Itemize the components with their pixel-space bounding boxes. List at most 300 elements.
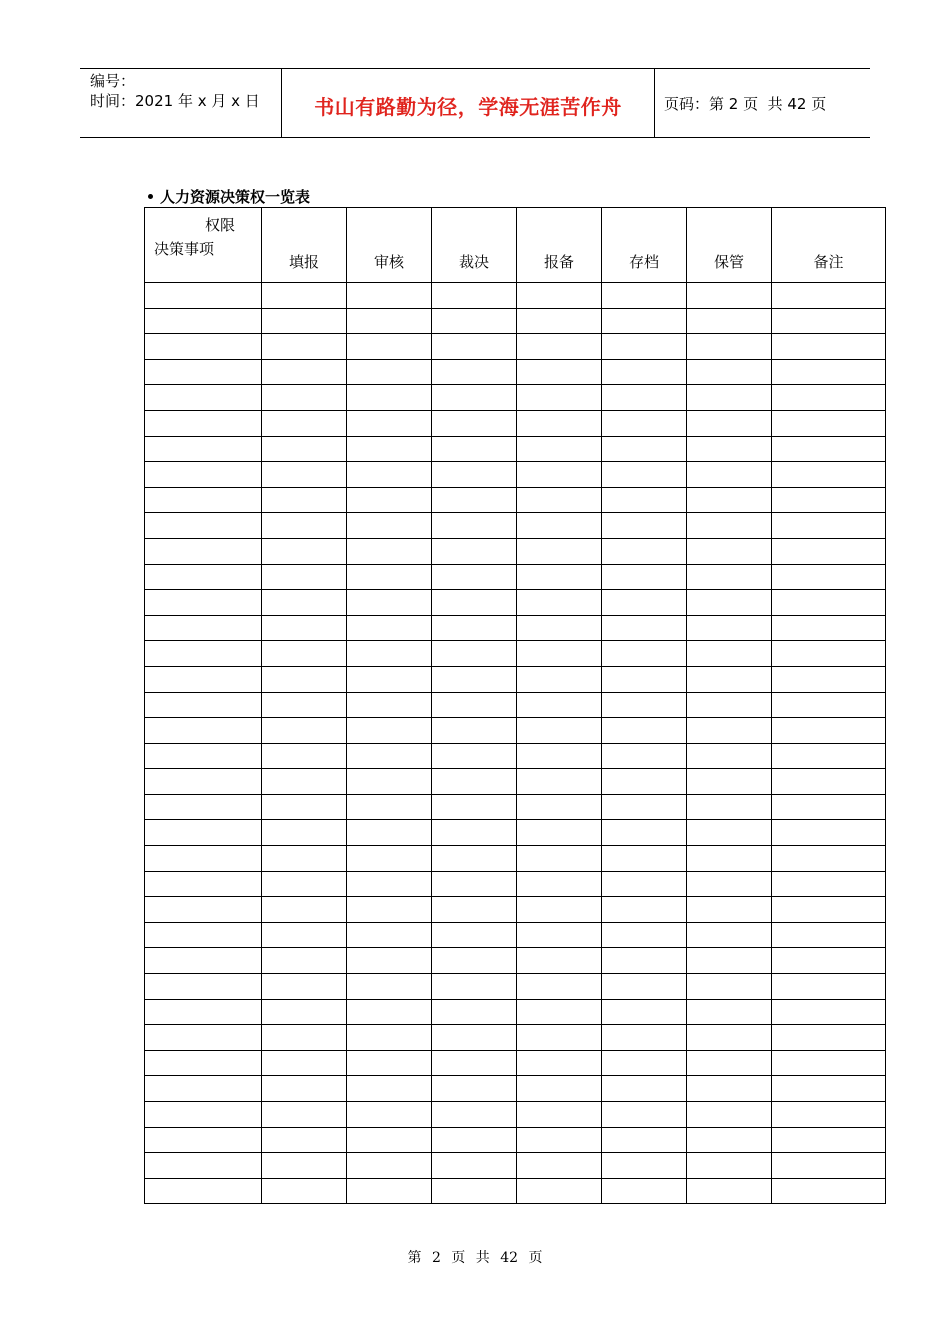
table-row — [145, 1127, 886, 1153]
table-cell — [602, 692, 687, 718]
table-cell — [347, 283, 432, 309]
table-row — [145, 513, 886, 539]
table-cell — [262, 974, 347, 1000]
table-cell — [347, 1076, 432, 1102]
table-cell — [262, 462, 347, 488]
table-row — [145, 948, 886, 974]
table-cell — [687, 692, 772, 718]
table-cell — [262, 922, 347, 948]
table-cell — [517, 718, 602, 744]
table-cell — [262, 1153, 347, 1179]
table-cell — [432, 922, 517, 948]
table-cell — [772, 769, 886, 795]
table-cell — [517, 334, 602, 360]
table-cell — [262, 385, 347, 411]
table-cell — [262, 410, 347, 436]
table-cell — [602, 385, 687, 411]
table-cell — [772, 743, 886, 769]
table-cell — [432, 308, 517, 334]
table-row — [145, 462, 886, 488]
table-cell — [602, 666, 687, 692]
table-row — [145, 359, 886, 385]
table-cell — [517, 410, 602, 436]
table-cell — [687, 283, 772, 309]
table-cell — [517, 794, 602, 820]
table-cell — [347, 1178, 432, 1204]
table-cell — [772, 794, 886, 820]
table-cell — [432, 769, 517, 795]
table-cell — [687, 846, 772, 872]
table-cell — [432, 334, 517, 360]
table-cell — [517, 846, 602, 872]
table-cell — [772, 1076, 886, 1102]
table-cell — [347, 513, 432, 539]
table-cell — [772, 666, 886, 692]
table-cell — [432, 692, 517, 718]
table-cell — [262, 283, 347, 309]
table-cell — [517, 1178, 602, 1204]
table-cell — [262, 666, 347, 692]
table-cell — [432, 743, 517, 769]
table-cell — [517, 615, 602, 641]
table-cell — [145, 513, 262, 539]
table-cell — [602, 334, 687, 360]
table-cell — [517, 1050, 602, 1076]
table-cell — [687, 385, 772, 411]
table-cell — [145, 743, 262, 769]
table-cell — [262, 1050, 347, 1076]
table-cell — [432, 538, 517, 564]
table-cell — [772, 487, 886, 513]
table-cell — [347, 871, 432, 897]
table-cell — [772, 564, 886, 590]
table-cell — [602, 718, 687, 744]
table-cell — [262, 846, 347, 872]
table-cell — [602, 538, 687, 564]
table-cell — [687, 794, 772, 820]
table-cell — [772, 513, 886, 539]
table-cell — [145, 692, 262, 718]
table-cell — [432, 1178, 517, 1204]
section-title-text: 人力资源决策权一览表 — [160, 188, 311, 206]
table-row — [145, 564, 886, 590]
table-cell — [517, 1127, 602, 1153]
table-cell — [145, 1127, 262, 1153]
table-cell — [602, 436, 687, 462]
table-row — [145, 1025, 886, 1051]
table-cell — [772, 334, 886, 360]
column-header-archive: 存档 — [602, 208, 687, 283]
table-cell — [432, 385, 517, 411]
column-header-decide: 裁决 — [432, 208, 517, 283]
table-cell — [432, 1025, 517, 1051]
table-row — [145, 308, 886, 334]
table-cell — [687, 999, 772, 1025]
table-cell — [687, 974, 772, 1000]
table-cell — [772, 385, 886, 411]
table-cell — [687, 666, 772, 692]
table-cell — [347, 1025, 432, 1051]
table-cell — [772, 846, 886, 872]
table-cell — [772, 1127, 886, 1153]
table-cell — [517, 743, 602, 769]
table-cell — [687, 1076, 772, 1102]
table-cell — [432, 590, 517, 616]
table-cell — [602, 308, 687, 334]
column-header-custody: 保管 — [687, 208, 772, 283]
table-cell — [772, 820, 886, 846]
table-cell — [517, 1025, 602, 1051]
table-cell — [432, 974, 517, 1000]
table-cell — [687, 410, 772, 436]
table-row — [145, 922, 886, 948]
header-motto: 书山有路勤为径，学海无涯苦作舟 — [314, 94, 622, 119]
table-cell — [432, 641, 517, 667]
table-cell — [517, 1153, 602, 1179]
table-cell — [517, 1102, 602, 1128]
table-cell — [432, 948, 517, 974]
table-cell — [347, 1050, 432, 1076]
table-cell — [517, 308, 602, 334]
table-cell — [602, 820, 687, 846]
table-cell — [772, 590, 886, 616]
table-cell — [262, 692, 347, 718]
table-cell — [432, 1050, 517, 1076]
table-cell — [145, 846, 262, 872]
table-cell — [772, 615, 886, 641]
table-cell — [687, 1127, 772, 1153]
table-cell — [347, 820, 432, 846]
table-cell — [262, 820, 347, 846]
table-cell — [145, 897, 262, 923]
table-row — [145, 385, 886, 411]
table-cell — [602, 871, 687, 897]
table-cell — [262, 999, 347, 1025]
table-cell — [262, 743, 347, 769]
table-cell — [687, 462, 772, 488]
table-cell — [687, 359, 772, 385]
table-cell — [602, 359, 687, 385]
table-cell — [687, 743, 772, 769]
table-cell — [687, 871, 772, 897]
table-header-row — [145, 208, 886, 283]
corner-header-authority: 权限 — [205, 216, 236, 234]
table-cell — [772, 283, 886, 309]
table-cell — [432, 820, 517, 846]
table-cell — [772, 718, 886, 744]
table-cell — [145, 487, 262, 513]
table-cell — [262, 1025, 347, 1051]
table-cell — [347, 1127, 432, 1153]
table-cell — [517, 871, 602, 897]
table-cell — [145, 436, 262, 462]
table-cell — [145, 820, 262, 846]
document-date: 时间：2021 年 x 月 x 日 — [90, 92, 260, 110]
table-cell — [432, 513, 517, 539]
table-row — [145, 769, 886, 795]
table-cell — [145, 948, 262, 974]
table-row — [145, 1050, 886, 1076]
table-cell — [517, 641, 602, 667]
table-cell — [432, 871, 517, 897]
table-cell — [347, 590, 432, 616]
table-cell — [347, 692, 432, 718]
table-cell — [687, 615, 772, 641]
table-cell — [602, 897, 687, 923]
table-cell — [262, 641, 347, 667]
table-cell — [145, 1178, 262, 1204]
table-cell — [347, 487, 432, 513]
table-cell — [687, 1153, 772, 1179]
table-cell — [432, 718, 517, 744]
table-cell — [517, 385, 602, 411]
table-cell — [347, 1102, 432, 1128]
table-row — [145, 974, 886, 1000]
table-cell — [347, 999, 432, 1025]
table-cell — [517, 513, 602, 539]
table-row — [145, 666, 886, 692]
table-cell — [432, 615, 517, 641]
table-cell — [347, 359, 432, 385]
table-row — [145, 410, 886, 436]
table-cell — [145, 666, 262, 692]
table-cell — [517, 462, 602, 488]
table-row — [145, 820, 886, 846]
table-cell — [772, 436, 886, 462]
bullet-icon — [148, 194, 153, 199]
table-cell — [517, 283, 602, 309]
table-cell — [687, 641, 772, 667]
column-header-fill: 填报 — [262, 208, 347, 283]
table-row — [145, 615, 886, 641]
table-cell — [145, 641, 262, 667]
table-cell — [145, 590, 262, 616]
table-cell — [432, 1127, 517, 1153]
page-code-text: 页码：第 2 页 共 42 页 — [664, 94, 827, 113]
table-row — [145, 846, 886, 872]
table-cell — [145, 922, 262, 948]
table-cell — [517, 436, 602, 462]
table-cell — [602, 513, 687, 539]
table-cell — [262, 487, 347, 513]
table-cell — [347, 615, 432, 641]
table-cell — [145, 974, 262, 1000]
table-cell — [347, 666, 432, 692]
table-cell — [347, 641, 432, 667]
table-cell — [432, 897, 517, 923]
table-cell — [262, 1178, 347, 1204]
table-cell — [602, 794, 687, 820]
column-header-remarks: 备注 — [772, 208, 886, 283]
table-cell — [432, 1153, 517, 1179]
table-cell — [145, 718, 262, 744]
table-cell — [347, 410, 432, 436]
page-footer — [0, 1247, 950, 1267]
table-cell — [602, 615, 687, 641]
table-cell — [262, 564, 347, 590]
table-cell — [145, 769, 262, 795]
table-row — [145, 1076, 886, 1102]
table-cell — [602, 948, 687, 974]
table-cell — [687, 1102, 772, 1128]
header-meta — [80, 69, 282, 137]
table-cell — [432, 1076, 517, 1102]
table-cell — [687, 487, 772, 513]
table-row — [145, 743, 886, 769]
table-cell — [687, 538, 772, 564]
table-cell — [772, 897, 886, 923]
column-header-review: 审核 — [347, 208, 432, 283]
table-row — [145, 871, 886, 897]
table-cell — [517, 359, 602, 385]
table-cell — [602, 462, 687, 488]
table-cell — [432, 410, 517, 436]
table-cell — [687, 513, 772, 539]
table-row — [145, 487, 886, 513]
column-header-report: 报备 — [517, 208, 602, 283]
table-cell — [602, 999, 687, 1025]
table-cell — [687, 922, 772, 948]
header-page-code — [664, 69, 826, 137]
table-cell — [772, 999, 886, 1025]
table-cell — [687, 820, 772, 846]
table-cell — [602, 410, 687, 436]
table-cell — [432, 359, 517, 385]
table-cell — [145, 410, 262, 436]
table-cell — [517, 769, 602, 795]
table-cell — [772, 1178, 886, 1204]
table-cell — [687, 564, 772, 590]
table-cell — [145, 1153, 262, 1179]
table-cell — [262, 359, 347, 385]
table-cell — [687, 590, 772, 616]
table-cell — [772, 641, 886, 667]
table-cell — [517, 692, 602, 718]
table-cell — [517, 1076, 602, 1102]
table-cell — [145, 538, 262, 564]
table-cell — [517, 974, 602, 1000]
table-cell — [772, 308, 886, 334]
table-cell — [262, 538, 347, 564]
table-cell — [145, 871, 262, 897]
table-cell — [432, 666, 517, 692]
table-row — [145, 283, 886, 309]
table-cell — [145, 615, 262, 641]
table-cell — [687, 1178, 772, 1204]
page-header — [80, 68, 870, 138]
table-cell — [517, 922, 602, 948]
table-cell — [517, 590, 602, 616]
table-cell — [262, 769, 347, 795]
table-cell — [687, 334, 772, 360]
table-cell — [145, 1076, 262, 1102]
table-cell — [145, 1025, 262, 1051]
table-cell — [517, 564, 602, 590]
table-row — [145, 1153, 886, 1179]
table-cell — [347, 769, 432, 795]
section-title — [148, 186, 310, 207]
table-row — [145, 999, 886, 1025]
table-cell — [772, 871, 886, 897]
table-cell — [687, 948, 772, 974]
table-cell — [687, 718, 772, 744]
table-row — [145, 718, 886, 744]
table-cell — [687, 769, 772, 795]
table-cell — [517, 538, 602, 564]
table-cell — [602, 1050, 687, 1076]
table-cell — [517, 666, 602, 692]
table-cell — [145, 999, 262, 1025]
table-row — [145, 538, 886, 564]
table-cell — [687, 308, 772, 334]
table-cell — [772, 462, 886, 488]
table-cell — [687, 1050, 772, 1076]
table-cell — [602, 743, 687, 769]
table-cell — [602, 974, 687, 1000]
table-cell — [145, 1050, 262, 1076]
table-cell — [772, 359, 886, 385]
table-cell — [602, 1025, 687, 1051]
table-cell — [772, 692, 886, 718]
table-cell — [347, 948, 432, 974]
table-cell — [517, 820, 602, 846]
table-cell — [347, 308, 432, 334]
table-cell — [602, 590, 687, 616]
table-cell — [347, 385, 432, 411]
table-cell — [262, 1102, 347, 1128]
table-cell — [432, 1102, 517, 1128]
table-cell — [602, 922, 687, 948]
table-cell — [262, 308, 347, 334]
table-cell — [602, 283, 687, 309]
table-cell — [432, 462, 517, 488]
table-row — [145, 692, 886, 718]
decision-authority-table — [144, 207, 886, 1204]
table-cell — [145, 308, 262, 334]
table-cell — [772, 948, 886, 974]
table-cell — [432, 283, 517, 309]
table-cell — [772, 1153, 886, 1179]
table-cell — [432, 436, 517, 462]
table-cell — [145, 462, 262, 488]
table-cell — [145, 283, 262, 309]
table-cell — [772, 1025, 886, 1051]
table-cell — [347, 1153, 432, 1179]
table-cell — [517, 897, 602, 923]
header-motto-cell — [282, 69, 655, 137]
table-row — [145, 436, 886, 462]
table-cell — [145, 1102, 262, 1128]
table-cell — [517, 999, 602, 1025]
table-cell — [347, 743, 432, 769]
table-cell — [347, 922, 432, 948]
table-cell — [347, 564, 432, 590]
table-cell — [772, 1102, 886, 1128]
table-cell — [347, 462, 432, 488]
table-cell — [145, 385, 262, 411]
table-row — [145, 334, 886, 360]
table-cell — [347, 846, 432, 872]
table-cell — [602, 1178, 687, 1204]
table-cell — [262, 794, 347, 820]
table-cell — [602, 1076, 687, 1102]
table-cell — [262, 871, 347, 897]
table-cell — [347, 974, 432, 1000]
table-row — [145, 1102, 886, 1128]
table-cell — [347, 538, 432, 564]
corner-header-decision-item: 决策事项 — [154, 240, 215, 258]
table-cell — [602, 1127, 687, 1153]
